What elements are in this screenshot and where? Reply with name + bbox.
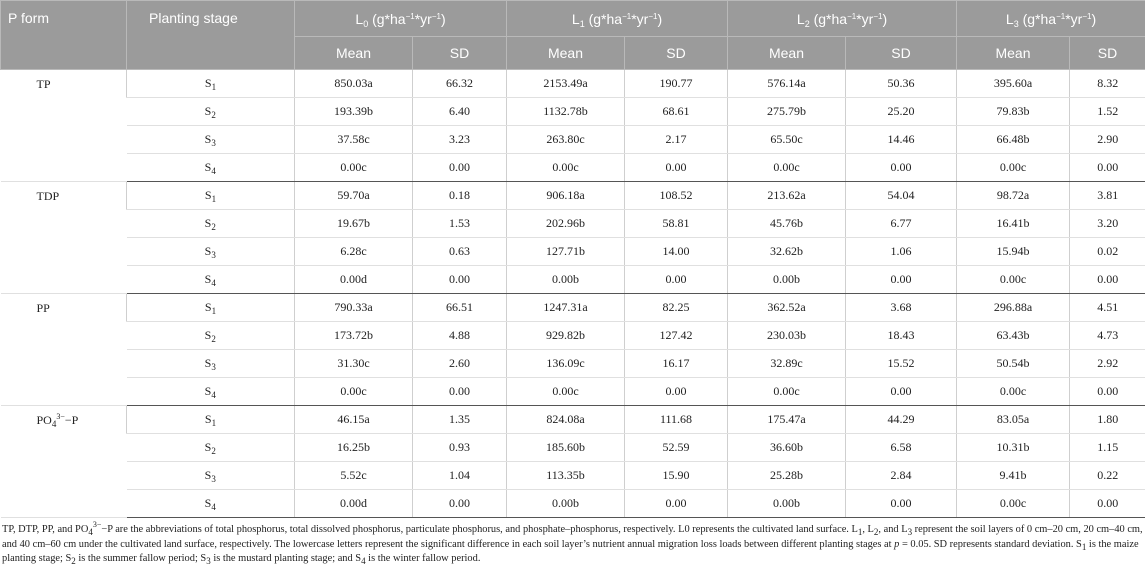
mean-value-cell: 19.67b — [295, 210, 413, 238]
stage-cell — [127, 126, 295, 154]
sd-value-cell: 2.17 — [625, 126, 728, 154]
stage-subscript: 4 — [211, 390, 216, 400]
sd-value-cell: 0.00 — [1070, 490, 1145, 518]
mean-value-cell: 32.62b — [728, 238, 846, 266]
stage-label: S — [205, 132, 212, 146]
sd-value-cell: 0.00 — [413, 378, 507, 406]
mean-value-cell: 296.88a — [957, 294, 1070, 322]
sd-value-cell: 0.00 — [413, 266, 507, 294]
mean-value-cell: 5.52c — [295, 462, 413, 490]
stage-subscript: 1 — [212, 82, 217, 92]
sd-value-cell: 0.00 — [1070, 266, 1145, 294]
sd-value-cell: 2.90 — [1070, 126, 1145, 154]
sd-value-cell: 3.81 — [1070, 182, 1145, 210]
stage-subscript: 4 — [211, 502, 216, 512]
col-header-layer-l3: $L_3$ $(g*ha^{-1}*yr^{-1})$ — [957, 1, 1145, 37]
p-form-cell — [1, 182, 127, 294]
sd-value-cell: 14.00 — [625, 238, 728, 266]
stage-subscript: 3 — [211, 474, 216, 484]
table-body — [1, 70, 1145, 518]
stage-label: S — [205, 468, 212, 482]
stage-label: S — [205, 272, 212, 286]
stage-cell — [127, 154, 295, 182]
stage-cell — [127, 98, 295, 126]
sd-value-cell: 1.52 — [1070, 98, 1145, 126]
mean-value-cell: 230.03b — [728, 322, 846, 350]
stage-label: S — [205, 356, 212, 370]
table-row — [1, 154, 1145, 182]
sd-value-cell: 4.51 — [1070, 294, 1145, 322]
sd-value-cell: 1.53 — [413, 210, 507, 238]
stage-subscript: 1 — [212, 418, 217, 428]
col-header-layer-l0: $L_0$ $(g*ha^{-1}*yr^{-1})$ — [295, 1, 507, 37]
mean-value-cell: 173.72b — [295, 322, 413, 350]
table-row — [1, 462, 1145, 490]
mean-value-cell: 0.00c — [957, 490, 1070, 518]
mean-value-cell: 16.41b — [957, 210, 1070, 238]
table-row — [1, 182, 1145, 210]
p-form-cell — [1, 70, 127, 182]
sd-value-cell: 0.22 — [1070, 462, 1145, 490]
mean-value-cell: 16.25b — [295, 434, 413, 462]
sd-value-cell: 14.46 — [846, 126, 957, 154]
stage-subscript: 2 — [211, 334, 216, 344]
mean-value-cell: 32.89c — [728, 350, 846, 378]
mean-value-cell: 45.76b — [728, 210, 846, 238]
table-row — [1, 266, 1145, 294]
mean-value-cell: 1132.78b — [507, 98, 625, 126]
sd-value-cell: 16.17 — [625, 350, 728, 378]
mean-value-cell: 127.71b — [507, 238, 625, 266]
sd-value-cell: 0.93 — [413, 434, 507, 462]
sd-value-cell: 52.59 — [625, 434, 728, 462]
sd-value-cell: 2.84 — [846, 462, 957, 490]
stage-cell — [127, 434, 295, 462]
p-form-superscript: 3− — [56, 412, 65, 421]
sd-value-cell: 0.00 — [413, 490, 507, 518]
stage-label: S — [205, 440, 212, 454]
sd-value-cell: 190.77 — [625, 70, 728, 98]
sd-value-cell: 0.00 — [413, 154, 507, 182]
stage-cell — [127, 210, 295, 238]
mean-value-cell: 395.60a — [957, 70, 1070, 98]
mean-value-cell: 263.80c — [507, 126, 625, 154]
table-row — [1, 490, 1145, 518]
mean-value-cell: 36.60b — [728, 434, 846, 462]
sd-value-cell: 8.32 — [1070, 70, 1145, 98]
p-form-cell — [1, 294, 127, 406]
stage-cell — [127, 406, 295, 434]
stage-subscript: 3 — [211, 250, 216, 260]
table-row — [1, 238, 1145, 266]
mean-value-cell: 65.50c — [728, 126, 846, 154]
sd-value-cell: 0.02 — [1070, 238, 1145, 266]
sd-value-cell: 6.40 — [413, 98, 507, 126]
col-header-planting-stage: Planting stage — [127, 1, 295, 70]
stage-label: S — [205, 328, 212, 342]
mean-value-cell: 98.72a — [957, 182, 1070, 210]
sd-value-cell: 4.73 — [1070, 322, 1145, 350]
mean-value-cell: 79.83b — [957, 98, 1070, 126]
sd-value-cell: 1.80 — [1070, 406, 1145, 434]
sd-value-cell: 0.00 — [625, 378, 728, 406]
p-form-name: TP — [37, 77, 51, 91]
stage-subscript: 2 — [211, 222, 216, 232]
mean-value-cell: 25.28b — [728, 462, 846, 490]
stage-cell — [127, 238, 295, 266]
table-row — [1, 210, 1145, 238]
stage-label: S — [205, 216, 212, 230]
stage-subscript: 1 — [212, 306, 217, 316]
p-form-suffix: −P — [65, 413, 78, 427]
mean-value-cell: 0.00c — [295, 378, 413, 406]
sd-value-cell: 111.68 — [625, 406, 728, 434]
col-header-p-form: P form — [1, 1, 127, 70]
table-row — [1, 70, 1145, 98]
sd-value-cell: 0.00 — [625, 490, 728, 518]
mean-value-cell: 175.47a — [728, 406, 846, 434]
table-footnote: TP, DTP, PP, and $PO_4^{3-}-P$ are the abbreviations of total phosphorus, total dissolved phosphorus, particulate phosphorus, and phosphate–phosphorus, respectively. L0 represents the cultivated land surface. $L_1$, $L_2$, and $L_3$ represent the soil layers of 0 cm–20 cm, 20 cm–40 cm, and 40 cm–60 cm under the cultivated land surface, respectively. The lowercase letters represent the significant difference in each soil layer’s nutrient annual migration loss loads between different planting stages at p = 0.05. SD represents standard deviation. $S_1$ is the maize planting stage; $S_2$ is the summer fallow period; $S_3$ is the mustard planting stage; and $S_4$ is the winter fallow period. — [0, 518, 1145, 567]
mean-value-cell: 0.00c — [728, 378, 846, 406]
stage-cell — [127, 322, 295, 350]
mean-value-cell: 6.28c — [295, 238, 413, 266]
mean-value-cell: 362.52a — [728, 294, 846, 322]
table-row — [1, 350, 1145, 378]
sd-value-cell: 0.00 — [625, 154, 728, 182]
sd-value-cell: 1.04 — [413, 462, 507, 490]
p-form-subscript: 4 — [52, 419, 57, 429]
sd-value-cell: 3.20 — [1070, 210, 1145, 238]
mean-value-cell: 193.39b — [295, 98, 413, 126]
stage-label: S — [205, 244, 212, 258]
mean-value-cell: 0.00c — [957, 378, 1070, 406]
sd-value-cell: 2.60 — [413, 350, 507, 378]
mean-value-cell: 37.58c — [295, 126, 413, 154]
mean-value-cell: 0.00d — [295, 266, 413, 294]
p-form-name: TDP — [37, 189, 60, 203]
sd-value-cell: 68.61 — [625, 98, 728, 126]
mean-value-cell: 850.03a — [295, 70, 413, 98]
stage-label: S — [205, 384, 212, 398]
mean-value-cell: 185.60b — [507, 434, 625, 462]
sd-value-cell: 0.00 — [846, 490, 957, 518]
stage-cell — [127, 350, 295, 378]
stage-subscript: 1 — [212, 194, 217, 204]
mean-value-cell: 63.43b — [957, 322, 1070, 350]
sd-value-cell: 2.92 — [1070, 350, 1145, 378]
stage-cell — [127, 266, 295, 294]
sd-value-cell: 0.00 — [846, 266, 957, 294]
sd-value-cell: 0.00 — [625, 266, 728, 294]
sd-value-cell: 18.43 — [846, 322, 957, 350]
sd-value-cell: 4.88 — [413, 322, 507, 350]
stage-cell — [127, 182, 295, 210]
sd-value-cell: 44.29 — [846, 406, 957, 434]
sd-value-cell: 1.06 — [846, 238, 957, 266]
sd-value-cell: 6.77 — [846, 210, 957, 238]
sd-value-cell: 54.04 — [846, 182, 957, 210]
stage-subscript: 2 — [211, 110, 216, 120]
sd-value-cell: 0.00 — [1070, 154, 1145, 182]
stage-subscript: 4 — [211, 166, 216, 176]
stage-subscript: 2 — [211, 446, 216, 456]
mean-value-cell: 50.54b — [957, 350, 1070, 378]
mean-value-cell: 275.79b — [728, 98, 846, 126]
col-header-sd: SD — [846, 37, 957, 70]
mean-value-cell: 576.14a — [728, 70, 846, 98]
stage-cell — [127, 462, 295, 490]
mean-value-cell: 2153.49a — [507, 70, 625, 98]
stage-label: S — [205, 496, 212, 510]
mean-value-cell: 66.48b — [957, 126, 1070, 154]
sd-value-cell: 0.00 — [846, 378, 957, 406]
mean-value-cell: 0.00c — [957, 154, 1070, 182]
mean-value-cell: 213.62a — [728, 182, 846, 210]
stage-cell — [127, 490, 295, 518]
col-header-mean: Mean — [957, 37, 1070, 70]
sd-value-cell: 127.42 — [625, 322, 728, 350]
col-header-sd: SD — [1070, 37, 1145, 70]
stage-label: S — [205, 412, 212, 426]
col-header-sd: SD — [413, 37, 507, 70]
mean-value-cell: 0.00c — [507, 378, 625, 406]
sd-value-cell: 50.36 — [846, 70, 957, 98]
p-form-name: PP — [37, 301, 50, 315]
sd-value-cell: 66.32 — [413, 70, 507, 98]
stage-subscript: 3 — [211, 362, 216, 372]
stage-subscript: 3 — [211, 138, 216, 148]
mean-value-cell: 824.08a — [507, 406, 625, 434]
p-form-name: PO — [37, 413, 52, 427]
table-row — [1, 98, 1145, 126]
mean-value-cell: 0.00b — [507, 266, 625, 294]
sd-value-cell: 0.00 — [1070, 378, 1145, 406]
mean-value-cell: 113.35b — [507, 462, 625, 490]
mean-value-cell: 790.33a — [295, 294, 413, 322]
mean-value-cell: 59.70a — [295, 182, 413, 210]
stage-cell — [127, 378, 295, 406]
sd-value-cell: 1.15 — [1070, 434, 1145, 462]
mean-value-cell: 83.05a — [957, 406, 1070, 434]
stage-label: S — [205, 104, 212, 118]
table-row — [1, 434, 1145, 462]
sd-value-cell: 0.63 — [413, 238, 507, 266]
sd-value-cell: 66.51 — [413, 294, 507, 322]
mean-value-cell: 136.09c — [507, 350, 625, 378]
mean-value-cell: 0.00d — [295, 490, 413, 518]
mean-value-cell: 31.30c — [295, 350, 413, 378]
sd-value-cell: 15.52 — [846, 350, 957, 378]
p-form-cell — [1, 406, 127, 518]
table-row — [1, 126, 1145, 154]
mean-value-cell: 46.15a — [295, 406, 413, 434]
mean-value-cell: 0.00c — [507, 154, 625, 182]
sd-value-cell: 82.25 — [625, 294, 728, 322]
mean-value-cell: 0.00b — [507, 490, 625, 518]
stage-label: S — [205, 300, 212, 314]
sd-value-cell: 0.18 — [413, 182, 507, 210]
mean-value-cell: 0.00c — [728, 154, 846, 182]
sd-value-cell: 6.58 — [846, 434, 957, 462]
stage-label: S — [205, 188, 212, 202]
mean-value-cell: 0.00b — [728, 266, 846, 294]
sd-value-cell: 108.52 — [625, 182, 728, 210]
mean-value-cell: 15.94b — [957, 238, 1070, 266]
sd-value-cell: 25.20 — [846, 98, 957, 126]
stage-subscript: 4 — [211, 278, 216, 288]
stage-label: S — [205, 76, 212, 90]
stage-label: S — [205, 160, 212, 174]
col-header-mean: Mean — [295, 37, 413, 70]
sd-value-cell: 15.90 — [625, 462, 728, 490]
sd-value-cell: 3.23 — [413, 126, 507, 154]
stage-cell — [127, 70, 295, 98]
mean-value-cell: 202.96b — [507, 210, 625, 238]
table-row — [1, 406, 1145, 434]
col-header-layer-l1: $L_1$ $(g*ha^{-1}*yr^{-1})$ — [507, 1, 728, 37]
mean-value-cell: 0.00b — [728, 490, 846, 518]
mean-value-cell: 1247.31a — [507, 294, 625, 322]
mean-value-cell: 929.82b — [507, 322, 625, 350]
mean-value-cell: 0.00c — [957, 266, 1070, 294]
mean-value-cell: 906.18a — [507, 182, 625, 210]
col-header-mean: Mean — [507, 37, 625, 70]
mean-value-cell: 9.41b — [957, 462, 1070, 490]
sd-value-cell: 58.81 — [625, 210, 728, 238]
sd-value-cell: 3.68 — [846, 294, 957, 322]
mean-value-cell: 10.31b — [957, 434, 1070, 462]
col-header-layer-l2: $L_2$ $(g*ha^{-1}*yr^{-1})$ — [728, 1, 957, 37]
sd-value-cell: 1.35 — [413, 406, 507, 434]
col-header-mean: Mean — [728, 37, 846, 70]
sd-value-cell: 0.00 — [846, 154, 957, 182]
table-row — [1, 294, 1145, 322]
stage-cell — [127, 294, 295, 322]
table-row — [1, 378, 1145, 406]
table-row — [1, 322, 1145, 350]
col-header-sd: SD — [625, 37, 728, 70]
mean-value-cell: 0.00c — [295, 154, 413, 182]
